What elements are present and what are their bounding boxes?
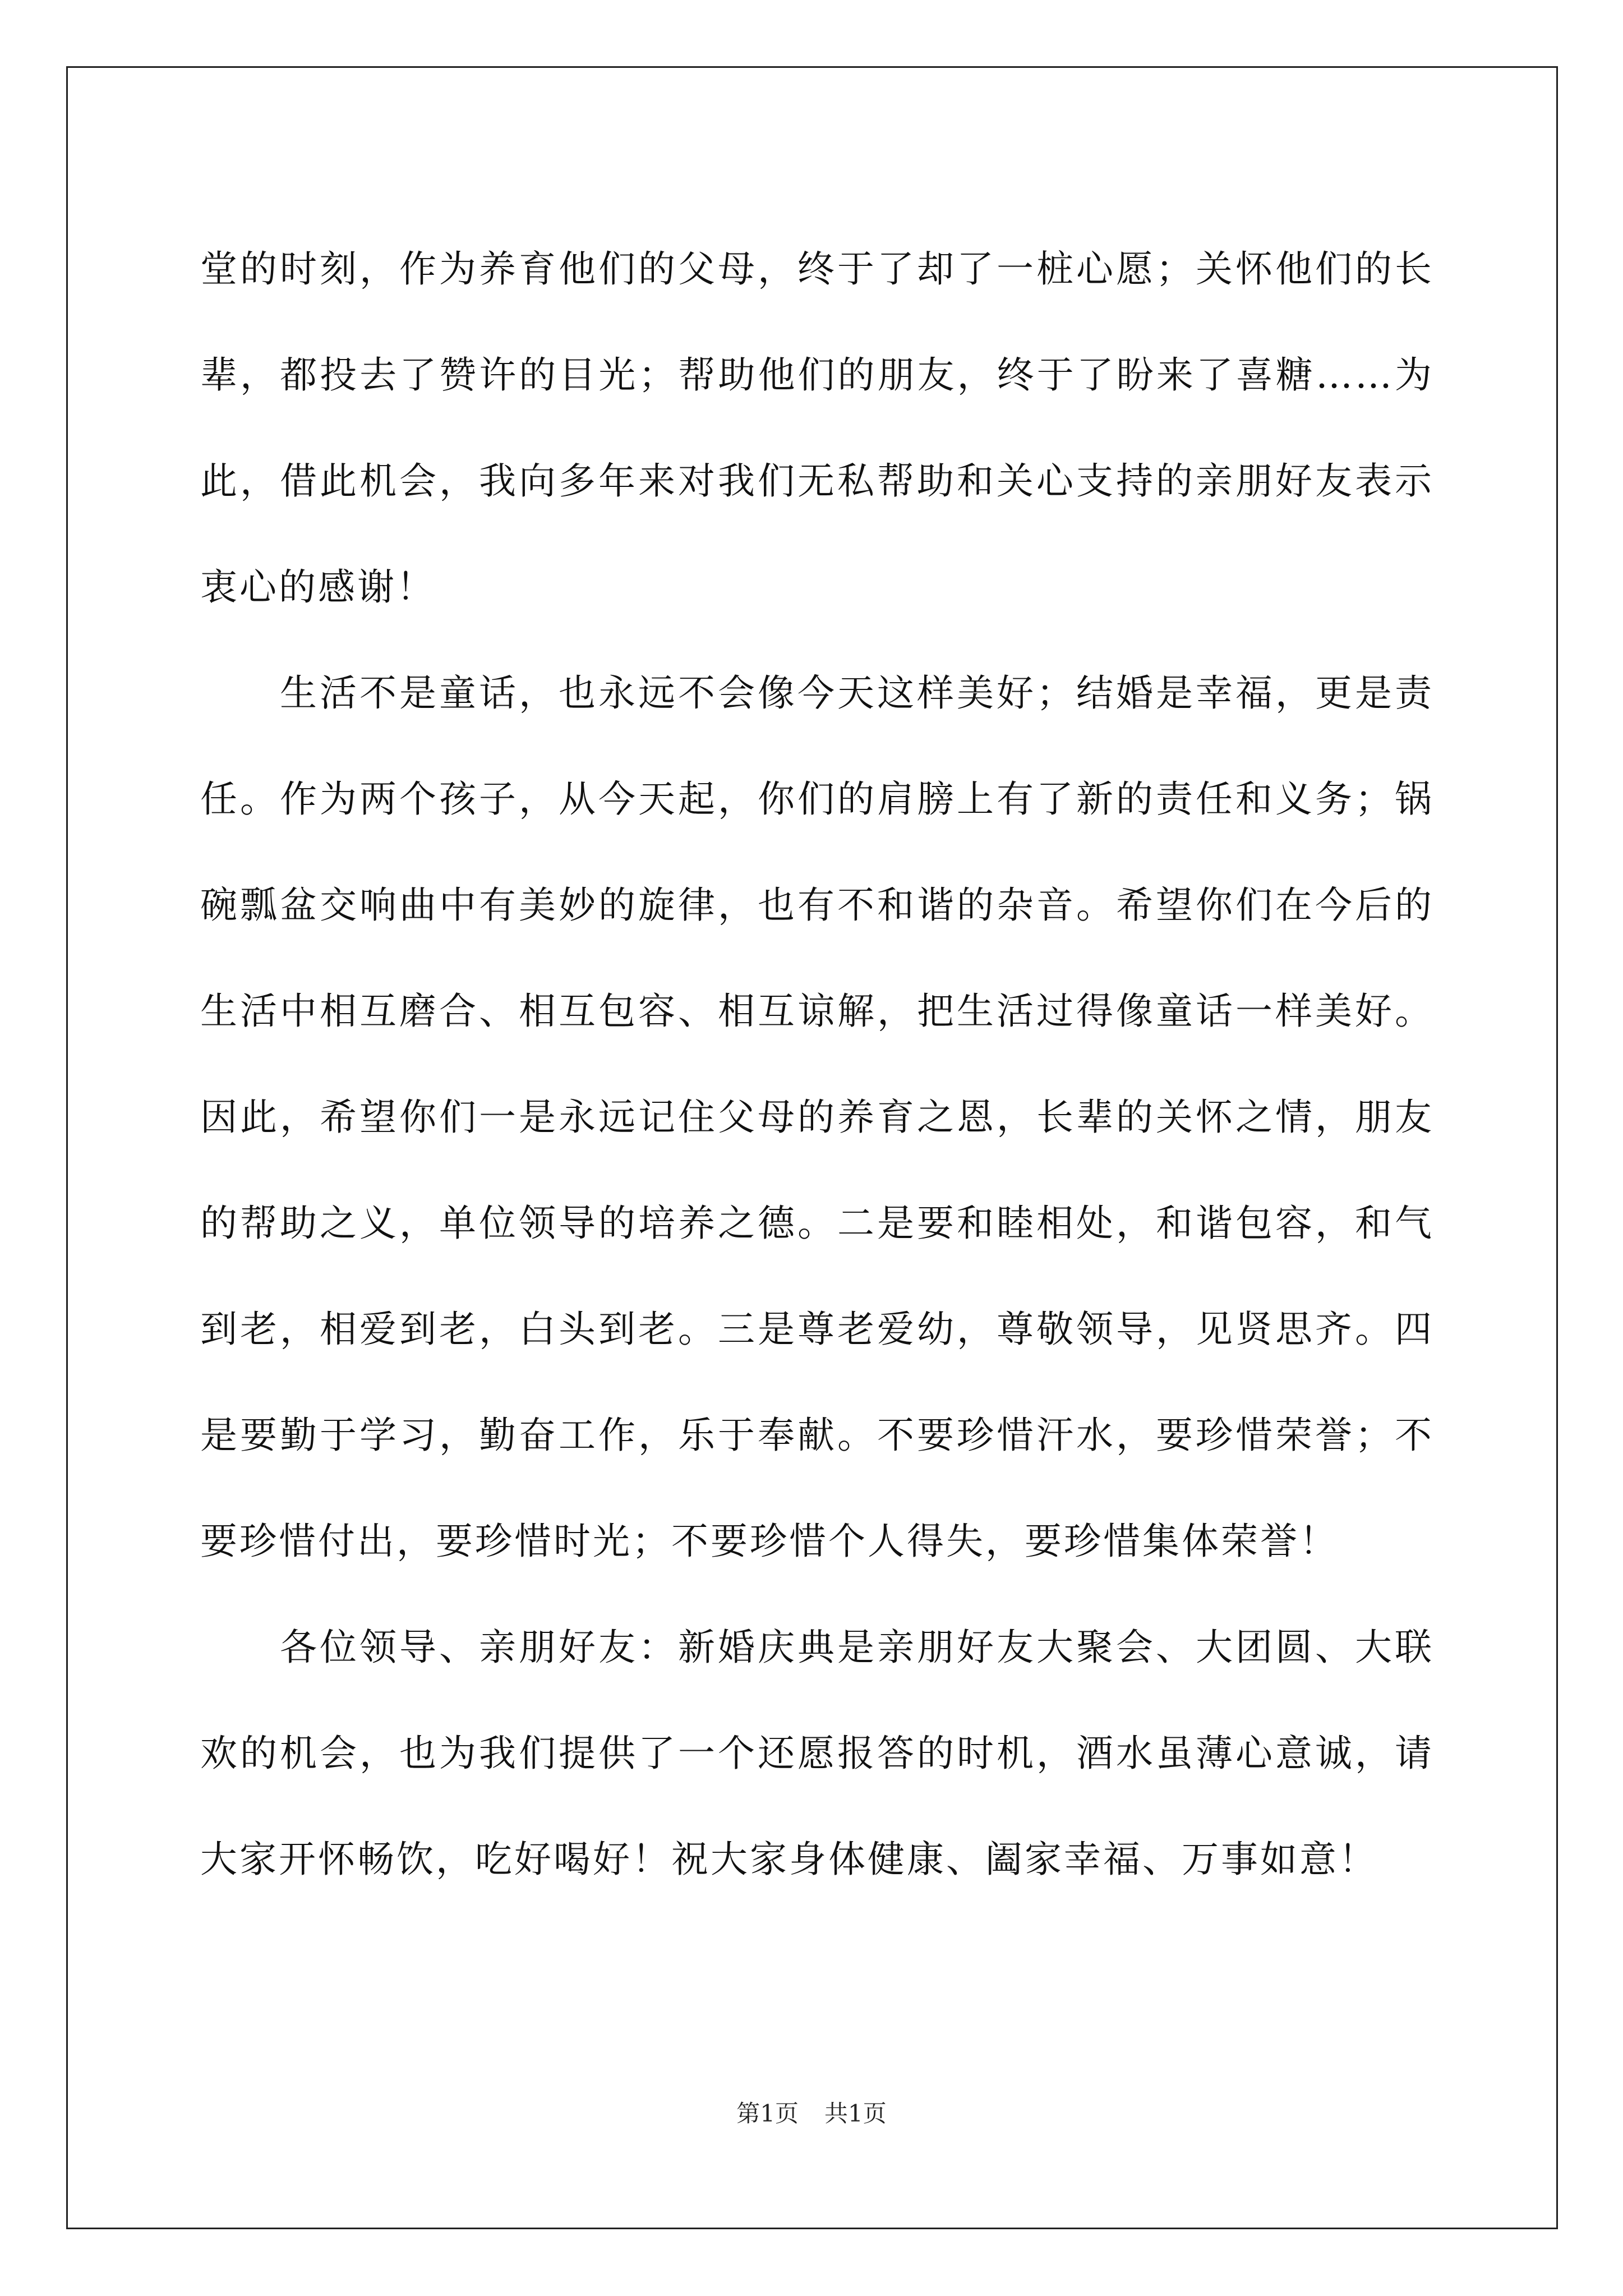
page-total: 共1页 xyxy=(824,2100,887,2127)
page-footer xyxy=(0,2095,1623,2129)
page-number: 第1页 xyxy=(736,2100,799,2127)
paragraph: 堂的时刻，作为养育他们的父母，终于了却了一桩心愿；关怀他们的长辈，都投去了赞许的目光；帮助他们的朋友，终于了盼来了喜糖……为此，借此机会，我向多年来对我们无私帮助和关心支持的亲朋好友表示衷心的感谢！ xyxy=(200,247,1434,609)
document-body xyxy=(200,216,1434,1912)
paragraph: 各位领导、亲朋好友：新婚庆典是亲朋好友大聚会、大团圆、大联欢的机会，也为我们提供了一个还愿报答的时机，酒水虽薄心意诚，请大家开怀畅饮，吃好喝好！祝大家身体健康、阖家幸福、万事如意！ xyxy=(200,1626,1434,1881)
paragraph: 生活不是童话，也永远不会像今天这样美好；结婚是幸福，更是责任。作为两个孩子，从今天起，你们的肩膀上有了新的责任和义务；锅碗瓢盆交响曲中有美妙的旋律，也有不和谐的杂音。希望你们在今后的生活中相互磨合、相互包容、相互谅解，把生活过得像童话一样美好。因此，希望你们一是永远记住父母的养育之恩，长辈的关怀之情，朋友的帮助之义，单位领导的培养之德。二是要和睦相处，和谐包容，和气到老，相爱到老，白头到老。三是尊老爱幼，尊敬领导，见贤思齐。四是要勤于学习，勤奋工作，乐于奉献。不要珍惜汗水，要珍惜荣誉；不要珍惜付出，要珍惜时光；不要珍惜个人得失，要珍惜集体荣誉！ xyxy=(200,671,1434,1563)
